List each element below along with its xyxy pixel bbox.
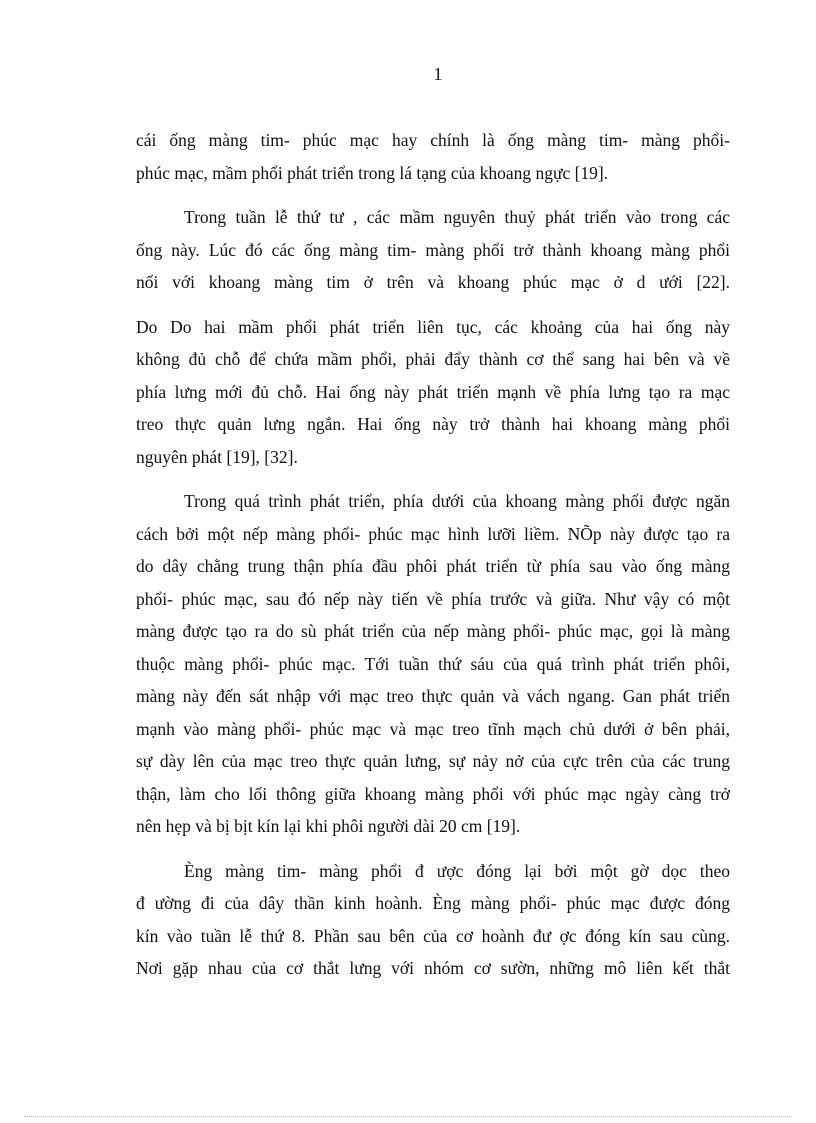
paragraph (136, 855, 730, 985)
text-line: phúc mạc, mầm phổi phát triển trong lá tạng của khoang ngực [19]. (136, 162, 609, 183)
footer-divider (24, 1116, 792, 1117)
paragraph (136, 124, 730, 189)
text-line: Trong quá trình phát triển, phía dưới của khoang màng phổi được ngăn (184, 491, 730, 511)
text-line: kín vào tuần lễ thứ 8. Phần sau bên của cơ hoành đư ợc đóng kín sau cùng. (136, 925, 730, 946)
text-line: ống này. Lúc đó các ống màng tim- màng phổi trở thành khoang màng phổi (136, 239, 730, 260)
text-line: Trong tuần lễ thứ tư , các mầm nguyên thuỷ phát triển vào trong các (184, 207, 730, 227)
text-line: màng này đến sát nhập với mạc treo thực quản và vách ngang. Gan phát triển (136, 686, 730, 706)
text-line: màng được tạo ra do sù phát triển của nếp màng phổi- phúc mạc, gọi là màng (136, 621, 730, 641)
paragraph (136, 485, 730, 843)
text-line: treo thực quản lưng ngắn. Hai ống này trở thành hai khoang màng phổi (136, 414, 730, 434)
text-line: thận, làm cho lối thông giữa khoang màng phổi với phúc mạc ngày càng trở (136, 783, 730, 804)
text-line: nên hẹp và bị bịt kín lại khi phôi người dài 20 cm [19]. (136, 816, 521, 836)
text-line: cách bởi một nếp màng phổi- phúc mạc hình lưỡi liềm. NÕp này được tạo ra (136, 523, 730, 544)
text-line: thuộc màng phổi- phúc mạc. Tới tuần thứ sáu của quá trình phát triển phôi, (136, 653, 730, 674)
text-line: không đủ chỗ để chứa mầm phổi, phải đẩy thành cơ thể sang hai bên và về (136, 349, 730, 369)
text-line: mạnh vào màng phổi- phúc mạc và mạc treo tĩnh mạch chủ dưới ở bên phải, (136, 718, 730, 739)
text-line: Do Do hai mầm phổi phát triển liên tục, các khoảng của hai ống này (136, 316, 730, 337)
text-line: phổi- phúc mạc, sau đó nếp này tiến về phía trước và giữa. Như vậy có một (136, 588, 730, 609)
document-body (136, 124, 730, 997)
paragraph (136, 201, 730, 299)
page-number: 1 (433, 64, 443, 84)
text-line: Nơi gặp nhau của cơ thắt lưng với nhóm cơ sườn, những mô liên kết thắt (136, 958, 730, 978)
text-line: nguyên phát [19], [32]. (136, 446, 298, 467)
text-line: sự dày lên của mạc treo thực quản lưng, sự nảy nở của cực trên của các trung (136, 751, 730, 771)
text-line: Èng màng tim- màng phổi đ ược đóng lại bởi một gờ dọc theo (184, 860, 730, 881)
text-line: do dây chằng trung thận phía đầu phôi phát triển từ phía sau vào ống màng (136, 556, 730, 576)
text-line: cái ống màng tim- phúc mạc hay chính là ống màng tim- màng phổi- (136, 130, 730, 150)
text-line: đ ường đi của dây thần kinh hoành. Èng màng phổi- phúc mạc được đóng (136, 893, 730, 913)
paragraph (136, 311, 730, 474)
text-line: phía lưng mới đủ chỗ. Hai ống này phát triển mạnh về phía lưng tạo ra mạc (136, 381, 730, 402)
text-line: nối với khoang màng tim ở trên và khoang phúc mạc ở d ưới [22]. (136, 272, 730, 292)
